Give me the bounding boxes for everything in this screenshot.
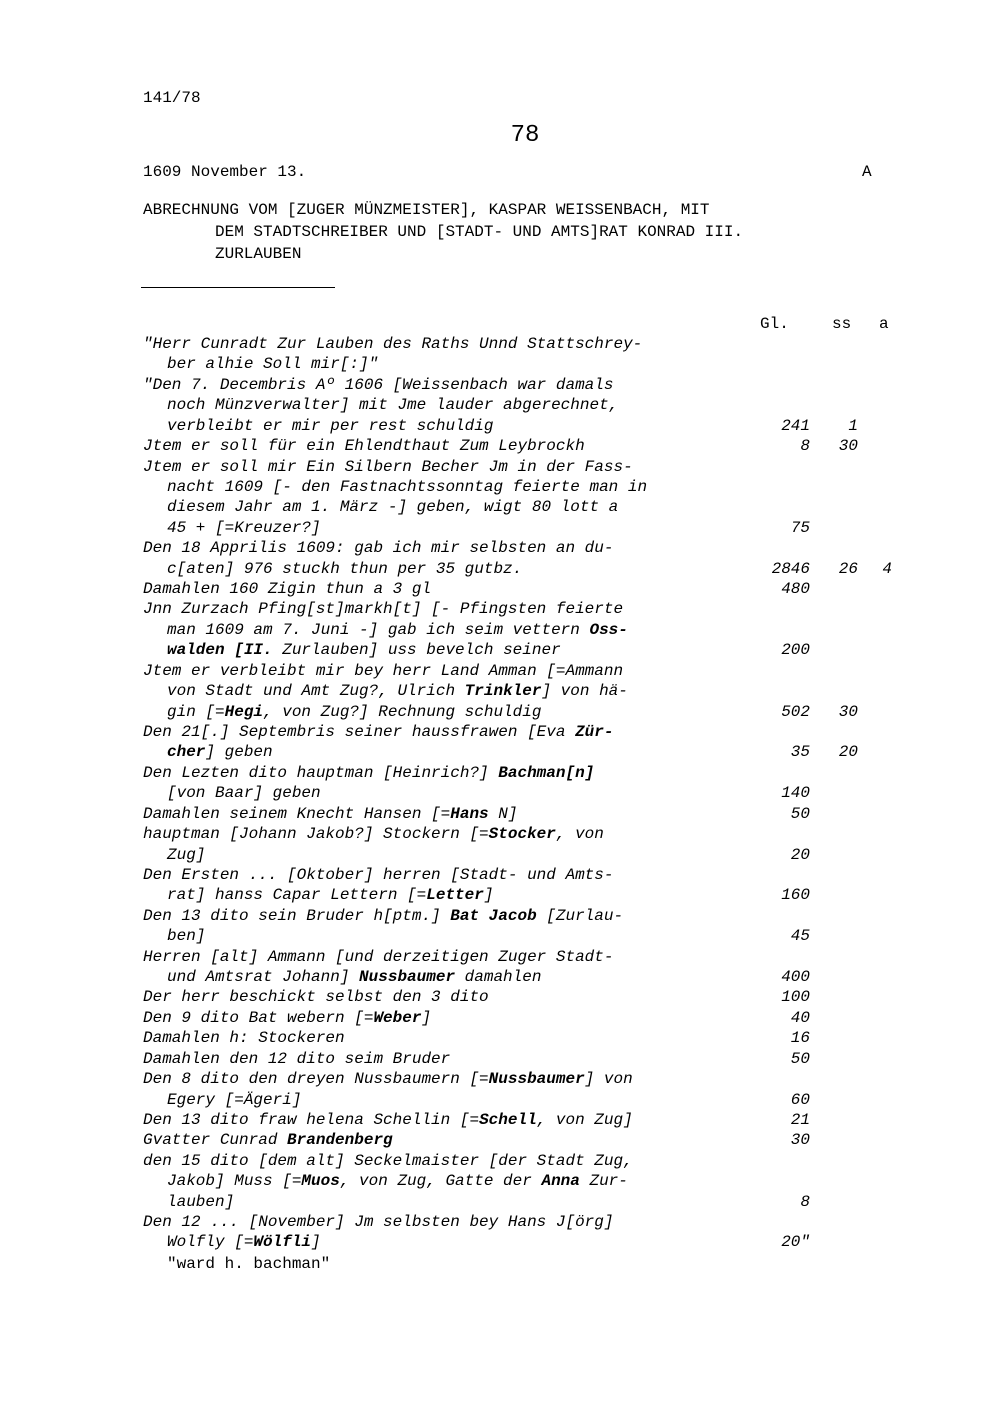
ledger-row: [0, 926, 1000, 947]
text-span: Damahlen 160 Zigin thun a 3 gl: [143, 580, 432, 599]
text-span: Den 21[.] Septembris seiner haussfrawen [Eva: [143, 722, 576, 741]
ledger-text: [167, 559, 522, 579]
ledger-text: [167, 1192, 234, 1212]
amount-gl: 20": [781, 1233, 810, 1252]
ledger-row: [0, 1049, 1000, 1070]
ledger-text: [143, 334, 642, 354]
ledger-text: [143, 824, 604, 844]
amount-gl: 75: [790, 518, 810, 537]
ledger-row: [0, 559, 1000, 580]
amount-gl: 60: [790, 1090, 810, 1109]
ledger-text: [143, 1151, 633, 1171]
ledger-row: [0, 375, 1000, 396]
title-line: DEM STADTSCHREIBER UND [STADT- UND AMTS]RAT KONRAD III.: [215, 223, 744, 241]
text-span: ] von hä-: [541, 682, 628, 701]
text-span: noch Münzverwalter] mit Jme lauder abgerechnet,: [167, 396, 619, 415]
name-highlight: Hans: [450, 804, 489, 823]
text-span: Den 8 dito den dreyen Nussbaumern [=: [143, 1070, 489, 1089]
text-span: 45 + [=Kreuzer?]: [167, 518, 321, 537]
amount-gl: 160: [781, 886, 810, 905]
name-highlight: Bat Jacob: [450, 906, 537, 925]
text-span: Den 13 dito sein Bruder h[ptm.]: [143, 906, 451, 925]
text-span: hauptman [Johann Jakob?] Stockern [=: [143, 825, 489, 844]
ledger-row: [0, 518, 1000, 539]
name-highlight: Brandenberg: [287, 1131, 393, 1150]
name-highlight: Letter: [426, 886, 484, 905]
ledger-row: [0, 987, 1000, 1008]
name-highlight: cher: [167, 743, 206, 762]
ledger-text: [167, 885, 493, 905]
ledger-row: [0, 497, 1000, 518]
ledger-row: [0, 681, 1000, 702]
text-span: Jtem er verbleibt mir bey herr Land Amman [=Ammann: [143, 661, 624, 680]
amount-ss: 26: [838, 559, 858, 578]
ledger-row: [0, 436, 1000, 457]
amount-gl: 480: [781, 580, 810, 599]
text-span: Herren [alt] Ammann [und derzeitigen Zuger Stadt-: [143, 947, 614, 966]
ledger-row: [0, 885, 1000, 906]
ledger-row: [0, 457, 1000, 478]
text-span: c[aten] 976 stuckh thun per 35 gutbz.: [167, 559, 523, 578]
amount-gl: 8: [800, 437, 810, 456]
amount-gl: 45: [790, 927, 810, 946]
ledger-text: [143, 722, 613, 742]
text-span: Wolfly [=: [167, 1233, 254, 1252]
text-span: lauben]: [167, 1192, 235, 1211]
ledger-text: [167, 1090, 301, 1110]
ledger-row: [0, 395, 1000, 416]
text-span: N]: [488, 804, 518, 823]
ledger-row: [0, 1028, 1000, 1049]
ledger-row: [0, 620, 1000, 641]
ledger-text: [167, 845, 205, 865]
ledger-row: [0, 783, 1000, 804]
text-span: Zurlauben] uss bevelch seiner: [272, 641, 561, 660]
ledger-row: [0, 640, 1000, 661]
ledger-text: [143, 804, 517, 824]
text-span: Zur-: [579, 1172, 628, 1191]
document-date: 1609 November 13.: [143, 163, 307, 181]
text-span: ] von: [584, 1070, 633, 1089]
text-span: Jtem er soll für ein Ehlendthaut Zum Leybrockh: [143, 437, 585, 456]
name-highlight: Nussbaumer: [359, 968, 456, 987]
column-header-gl: Gl.: [760, 315, 789, 333]
ledger-text: [167, 1171, 628, 1191]
amount-gl: 100: [781, 988, 810, 1007]
ledger-text: [167, 783, 321, 803]
ledger-text: [143, 1028, 345, 1048]
text-span: ben]: [167, 927, 206, 946]
ledger-row: [0, 1232, 1000, 1253]
ledger-row: [0, 845, 1000, 866]
text-span: Den 9 dito Bat webern [=: [143, 1008, 374, 1027]
ledger-row: [0, 1069, 1000, 1090]
ledger-row: [0, 1212, 1000, 1233]
text-span: [von Baar] geben: [167, 784, 321, 803]
text-span: Damahlen seinem Knecht Hansen [=: [143, 804, 451, 823]
amount-gl: 20: [790, 845, 810, 864]
text-span: , von: [555, 825, 604, 844]
amount-ss: 20: [838, 743, 858, 762]
text-span: ber alhie Soll mir[:]": [167, 355, 379, 374]
ledger-text: [167, 1232, 321, 1252]
ledger-row: [0, 906, 1000, 927]
ledger-text: [143, 1110, 633, 1130]
title-line: ZURLAUBEN: [215, 245, 302, 263]
text-span: Den Lezten dito hauptman [Heinrich?]: [143, 763, 499, 782]
ledger-row: [0, 763, 1000, 784]
document-number: 78: [510, 122, 540, 149]
ledger-text: [167, 497, 618, 517]
name-highlight: Schell: [479, 1110, 537, 1129]
ledger-text: [167, 640, 561, 660]
ledger-row: [0, 824, 1000, 845]
text-span: den 15 dito [dem alt] Seckelmaister [der Stadt Zug,: [143, 1151, 633, 1170]
ledger-row: [0, 1130, 1000, 1151]
text-span: "Herr Cunradt Zur Lauben des Raths Unnd Stattschrey-: [143, 335, 643, 353]
document-label: A: [862, 163, 872, 181]
ledger-text: [143, 599, 623, 619]
text-span: "Den 7. Decembris Aº 1606 [Weissenbach war damals: [143, 375, 614, 394]
amount-gl: 21: [790, 1110, 810, 1129]
ledger-text: [143, 947, 613, 967]
ledger-text: [143, 661, 623, 681]
ledger-row: [0, 1192, 1000, 1213]
ledger-row: [0, 947, 1000, 968]
ledger-row: [0, 1090, 1000, 1111]
ledger-text: [143, 538, 613, 558]
text-span: gin [=: [167, 702, 225, 721]
ledger-row: [0, 661, 1000, 682]
name-highlight: Muos: [301, 1172, 340, 1191]
ledger-row: [0, 1110, 1000, 1131]
text-span: Den 18 Apprilis 1609: gab ich mir selbsten an du-: [143, 539, 614, 558]
ledger-text: [167, 416, 493, 436]
text-span: Jtem er soll mir Ein Silbern Becher Jm in der Fass-: [143, 457, 633, 476]
ledger-row: [0, 1008, 1000, 1029]
ledger-text: [167, 681, 628, 701]
name-highlight: Hegi: [224, 702, 264, 721]
name-highlight: Trinkler: [464, 682, 542, 701]
name-highlight: Nussbaumer: [488, 1070, 585, 1089]
ledger-row: [0, 579, 1000, 600]
ledger-text: [143, 1130, 393, 1150]
ledger-row: [0, 354, 1000, 375]
ledger-text: [143, 1049, 450, 1069]
text-span: [Zurlau-: [536, 906, 624, 925]
ledger-row: [0, 538, 1000, 559]
name-highlight: Wölfli: [253, 1233, 312, 1252]
ledger-text: [167, 477, 647, 497]
text-span: und Amtsrat Johann]: [167, 968, 360, 987]
ledger-text: [143, 763, 594, 783]
amount-gl: 50: [790, 804, 810, 823]
ledger-text: [167, 620, 628, 640]
ledger-text: [143, 1212, 613, 1232]
separator-rule: [141, 287, 335, 288]
ledger-text: [143, 906, 623, 926]
amount-gl: 400: [781, 968, 810, 987]
text-span: Den 13 dito fraw helena Schellin [=: [143, 1110, 480, 1129]
name-highlight: Stocker: [488, 825, 556, 844]
amount-gl: 50: [790, 1049, 810, 1068]
ledger-row: [0, 334, 1000, 355]
amount-ss: 1: [848, 416, 858, 435]
column-header-ss: ss: [832, 315, 852, 333]
text-span: , von Zug]: [536, 1110, 633, 1129]
ledger-row: [0, 742, 1000, 763]
name-highlight: Anna: [541, 1172, 580, 1191]
text-span: Zug]: [167, 845, 206, 864]
ledger-text: [143, 987, 489, 1007]
footer-note: "ward h. bachman": [167, 1255, 331, 1273]
amount-gl: 35: [790, 743, 810, 762]
text-span: verbleibt er mir per rest schuldig: [167, 416, 494, 435]
ledger-text: [143, 457, 633, 477]
ledger-text: [167, 926, 205, 946]
name-highlight: Weber: [373, 1008, 422, 1027]
ledger-text: [167, 518, 321, 538]
text-span: Den 12 ... [November] Jm selbsten bey Hans J[örg]: [143, 1213, 614, 1232]
ledger-text: [167, 354, 378, 374]
amount-gl: 8: [800, 1192, 810, 1211]
amount-gl: 140: [781, 784, 810, 803]
text-span: von Stadt und Amt Zug?, Ulrich: [167, 682, 465, 701]
column-header-a: a: [879, 315, 889, 333]
text-span: man 1609 am 7. Juni -] gab ich seim vettern: [167, 620, 590, 639]
title-line: ABRECHNUNG VOM [ZUGER MÜNZMEISTER], KASPAR WEISSENBACH, MIT: [143, 201, 710, 219]
ledger-text: [143, 1008, 431, 1028]
name-highlight: Zür-: [575, 722, 614, 741]
amount-gl: 200: [781, 641, 810, 660]
ledger-row: [0, 702, 1000, 723]
text-span: Jakob] Muss [=: [167, 1172, 302, 1191]
text-span: Damahlen h: Stockeren: [143, 1029, 345, 1048]
ledger-row: [0, 722, 1000, 743]
ledger-row: [0, 967, 1000, 988]
amount-a: 4: [882, 559, 892, 578]
ledger-row: [0, 1151, 1000, 1172]
ledger-text: [143, 579, 431, 599]
ledger-text: [167, 395, 618, 415]
ledger-row: [0, 865, 1000, 886]
text-span: Damahlen den 12 dito seim Bruder: [143, 1049, 451, 1068]
amount-gl: 30: [790, 1131, 810, 1150]
amount-gl: 241: [781, 416, 810, 435]
name-highlight: walden [II.: [167, 641, 273, 660]
amount-ss: 30: [838, 702, 858, 721]
text-span: , von Zug?] Rechnung schuldig: [263, 702, 542, 721]
ledger-text: [143, 436, 585, 456]
text-span: Der herr beschickt selbst den 3 dito: [143, 988, 489, 1007]
text-span: rat] hanss Capar Lettern [=: [167, 886, 427, 905]
text-span: Den Ersten ... [Oktober] herren [Stadt- und Amts-: [143, 865, 614, 884]
text-span: ]: [421, 1008, 432, 1027]
text-span: ]: [483, 886, 494, 905]
text-span: ]: [311, 1233, 321, 1252]
text-span: ] geben: [205, 743, 273, 762]
ledger-row: [0, 1171, 1000, 1192]
text-span: Gvatter Cunrad: [143, 1131, 288, 1150]
amount-gl: 40: [790, 1008, 810, 1027]
amount-gl: 502: [781, 702, 810, 721]
text-span: nacht 1609 [- den Fastnachtssonntag feierte man in: [167, 477, 648, 496]
text-span: Jnn Zurzach Pfing[st]markh[t] [- Pfingsten feierte: [143, 600, 624, 619]
ledger-row: [0, 416, 1000, 437]
amount-ss: 30: [838, 437, 858, 456]
amount-gl: 16: [790, 1029, 810, 1048]
text-span: diesem Jahr am 1. März -] geben, wigt 80 lott a: [167, 498, 619, 517]
text-span: , von Zug, Gatte der: [339, 1172, 542, 1191]
name-highlight: Bachman[n]: [498, 763, 595, 782]
ledger-text: [167, 702, 541, 722]
ledger-text: [143, 1069, 633, 1089]
text-span: damahlen: [455, 968, 542, 987]
text-span: Egery [=Ägeri]: [167, 1090, 302, 1109]
ledger-row: [0, 477, 1000, 498]
ledger-row: [0, 599, 1000, 620]
ledger-row: [0, 804, 1000, 825]
ledger-text: [143, 375, 613, 395]
ledger-text: [167, 967, 541, 987]
reference-number: 141/78: [143, 89, 201, 107]
ledger-text: [143, 865, 613, 885]
ledger-text: [167, 742, 273, 762]
amount-gl: 2846: [771, 559, 810, 578]
name-highlight: Oss-: [589, 620, 628, 639]
